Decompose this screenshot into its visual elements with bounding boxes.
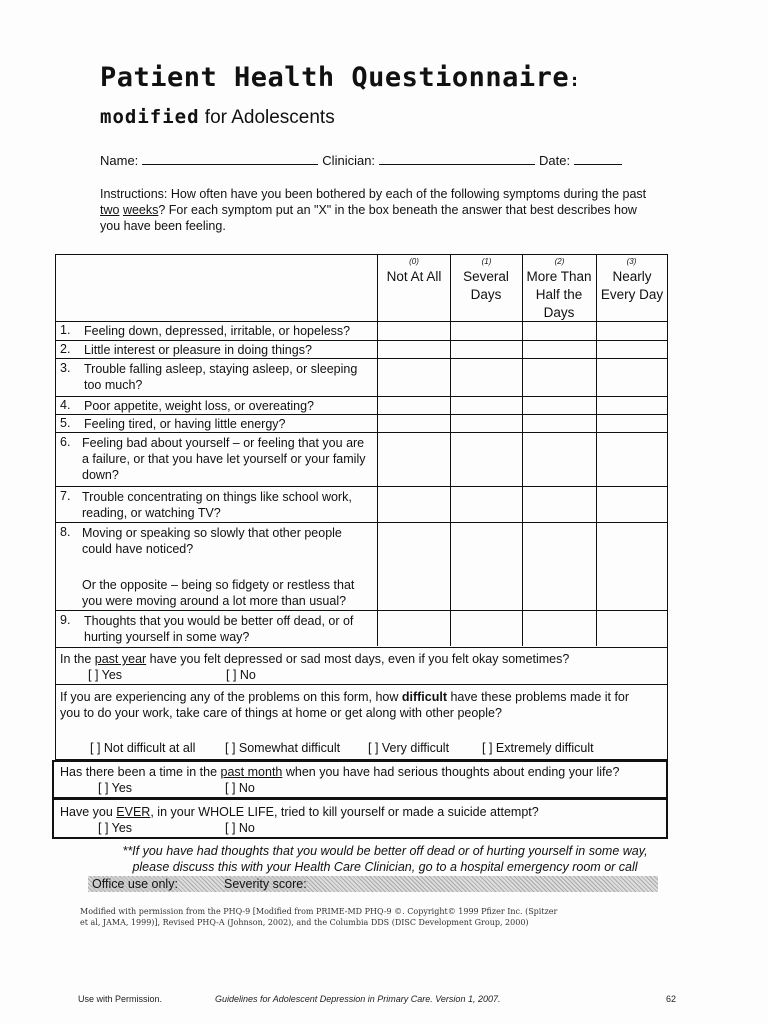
row-divider: [55, 340, 667, 341]
past-year-underlined: past year: [94, 652, 147, 666]
title-colon: :: [569, 70, 581, 91]
date-field[interactable]: [574, 151, 622, 165]
past-month-suffix: when you have had serious thoughts about ending your life?: [285, 765, 620, 779]
question-number: 1.: [60, 323, 71, 337]
severity-score-label: Severity score:: [224, 877, 307, 891]
extremely-difficult-checkbox[interactable]: [ ] Extremely difficult: [482, 741, 594, 755]
col-nearly-every-day: Nearly Every Day: [600, 269, 664, 302]
question-number: 5.: [60, 416, 71, 430]
row-divider: [55, 432, 667, 433]
instructions-prefix: Instructions: How often have you been bothered by each of the following symptoms during the past: [100, 187, 647, 201]
row-divider: [55, 486, 667, 487]
past-year-prefix: In the: [60, 652, 92, 666]
ever-underlined: EVER: [116, 805, 151, 819]
difficulty-bold: difficult: [401, 690, 447, 704]
footnote: Modified with permission from the PHQ-9 [Modified from PRIME-MD PHQ-9 ©. Copyright© 1999 Pfizer Inc. (Spitzer et al, JAMA, 1999)], Revised PHQ-A (Johnson, 2002), and the Columbia DDS (DISC Development Group, 2000): [80, 907, 558, 927]
name-label: Name:: [100, 153, 139, 168]
difficulty-suffix: have these problems made it for you to do your work, take care of things at home or get along with other people?: [60, 690, 630, 720]
difficulty-question: [60, 689, 640, 721]
past-year-yes-checkbox[interactable]: [ ] Yes: [88, 668, 123, 682]
header-fields: [100, 151, 626, 168]
question-text: Feeling tired, or having little energy?: [84, 417, 286, 431]
col-several-days: Several Days: [463, 269, 509, 302]
instructions-suffix: ? For each symptom put an "X" in the box beneath the answer that best describes how you have been feeling.: [100, 203, 637, 233]
past-year-suffix: have you felt depressed or sad most days, even if you felt okay sometimes?: [149, 652, 570, 666]
ever-suffix: , in your WHOLE LIFE, tried to kill yourself or made a suicide attempt?: [150, 805, 539, 819]
very-difficult-checkbox[interactable]: [ ] Very difficult: [368, 741, 450, 755]
col-2-num: (2): [554, 257, 565, 266]
page-title: [100, 62, 581, 93]
instructions-two: two: [100, 203, 120, 217]
question-text: Thoughts that you would be better off dead, or of hurting yourself in some way?: [84, 614, 354, 644]
col-0-num: (0): [409, 257, 419, 266]
not-difficult-checkbox[interactable]: [ ] Not difficult at all: [90, 741, 196, 755]
question-number: 6.: [60, 435, 71, 449]
past-month-no-checkbox[interactable]: [ ] No: [225, 781, 255, 795]
subtitle-rest: for Adolescents: [204, 107, 335, 128]
question-number: 7.: [60, 489, 71, 503]
question-text: Feeling bad about yourself – or feeling that you are a failure, or that you have let yourself or your family down?: [82, 436, 366, 482]
row-divider: [55, 321, 667, 322]
question-number: 9.: [60, 613, 71, 627]
office-use-bar: [88, 876, 658, 892]
page-subtitle: [100, 106, 335, 129]
somewhat-difficult-checkbox[interactable]: [ ] Somewhat difficult: [225, 741, 341, 755]
row-divider: [55, 522, 667, 523]
question-text: Feeling down, depressed, irritable, or hopeless?: [84, 324, 351, 338]
col-3-num: (3): [626, 257, 637, 266]
clinician-label: Clinician:: [322, 153, 376, 168]
past-month-prefix: Has there been a time in the: [60, 765, 218, 779]
office-use-label: Office use only:: [92, 877, 178, 891]
past-month-question: [60, 764, 660, 780]
ever-question: [60, 804, 660, 820]
col-1-num: (1): [481, 257, 492, 266]
question-number: 8.: [60, 525, 71, 539]
past-month-underlined: past month: [220, 765, 283, 779]
row-divider: [55, 358, 667, 359]
ever-no-checkbox[interactable]: [ ] No: [225, 821, 255, 835]
clinician-field[interactable]: [379, 151, 535, 165]
date-label: Date:: [539, 153, 571, 168]
ever-prefix: Have you: [60, 805, 113, 819]
col-more-than-half: More Than Half the Days: [526, 269, 592, 320]
row-divider: [55, 414, 667, 415]
instructions: [100, 186, 660, 234]
past-month-yes-checkbox[interactable]: [ ] Yes: [98, 781, 133, 795]
question-number: 4.: [60, 398, 71, 412]
past-year-no-checkbox[interactable]: [ ] No: [226, 668, 256, 682]
subtitle-modified: modified: [100, 106, 200, 128]
difficulty-prefix: If you are experiencing any of the problems on this form, how: [60, 690, 399, 704]
warning-note: **If you have had thoughts that you would be better off dead or of hurting yourself in some way, please discuss this with your Health Care Clinician, go to a hospital emergency room or call: [122, 844, 648, 874]
col-divider: [450, 254, 451, 646]
col-divider: [377, 254, 378, 646]
question-text: Moving or speaking so slowly that other people could have noticed?: [82, 526, 342, 556]
col-divider: [522, 254, 523, 646]
footer-permission: Use with Permission.: [78, 994, 163, 1004]
question-text: Trouble falling asleep, staying asleep, or sleeping too much?: [84, 362, 358, 392]
instructions-weeks: weeks: [122, 203, 159, 217]
past-year-question: [60, 651, 660, 667]
question-number: 2.: [60, 342, 71, 356]
name-field[interactable]: [142, 151, 318, 165]
col-not-at-all: Not At All: [386, 269, 442, 284]
page-number: 62: [666, 994, 677, 1004]
question-number: 3.: [60, 361, 71, 375]
question-text: Or the opposite – being so fidgety or restless that you were moving around a lot more than usual?: [82, 578, 355, 608]
footer-guidelines: Guidelines for Adolescent Depression in Primary Care. Version 1, 2007.: [215, 994, 501, 1004]
ever-yes-checkbox[interactable]: [ ] Yes: [98, 821, 133, 835]
question-text: Trouble concentrating on things like school work, reading, or watching TV?: [82, 490, 352, 520]
row-divider: [55, 396, 667, 397]
col-divider: [596, 254, 597, 646]
row-divider: [55, 610, 667, 611]
question-text: Poor appetite, weight loss, or overeating?: [84, 399, 314, 413]
question-text: Little interest or pleasure in doing things?: [84, 343, 312, 357]
title-text: Patient Health Questionnaire: [100, 62, 570, 93]
